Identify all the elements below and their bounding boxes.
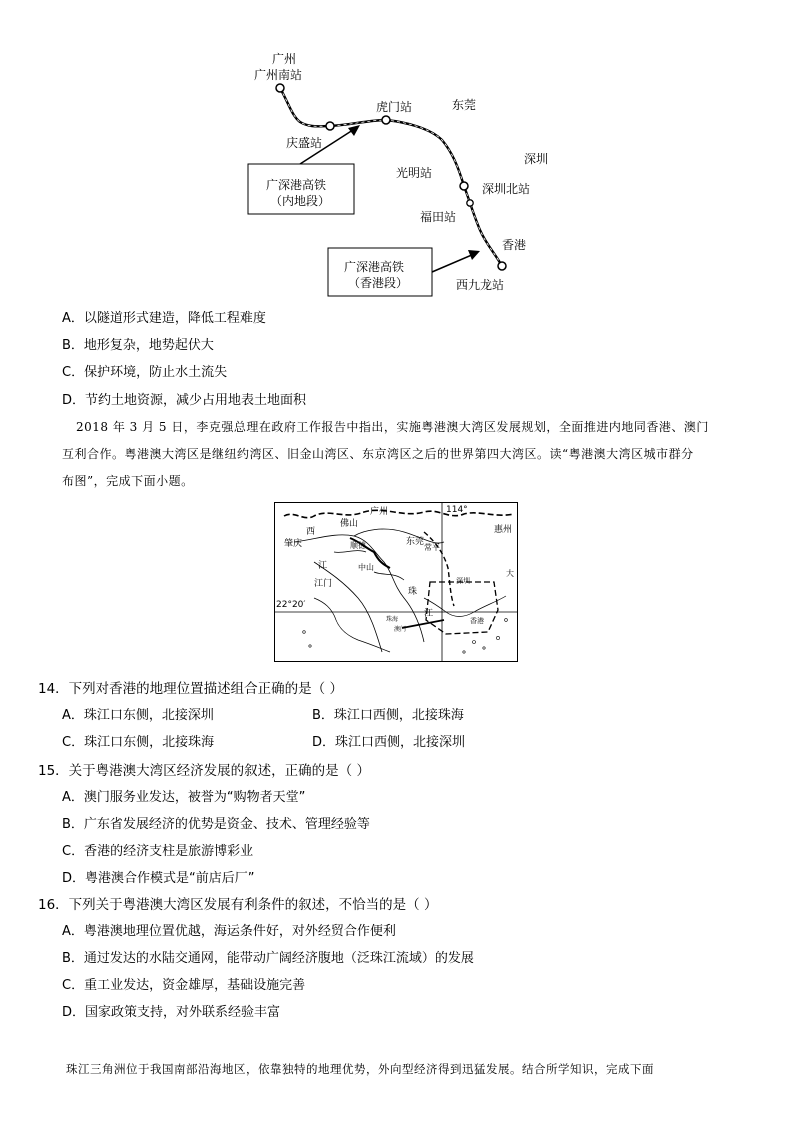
q14-option-a[interactable]: A．珠江口东侧，北接深圳	[62, 708, 214, 723]
label-shenzhen: 深圳	[524, 152, 549, 166]
intro-line-3: 布图”，完成下面小题。	[62, 474, 194, 488]
m2-xi: 西	[306, 527, 316, 537]
label-guangzhou: 广州	[272, 52, 297, 66]
label-humen: 虎门站	[376, 100, 413, 114]
q14-option-b[interactable]: B．珠江口西侧，北接珠海	[312, 708, 464, 723]
option-d: D．节约土地资源，减少占用地表土地面积	[62, 393, 307, 408]
m2-guangzhou: 广州	[370, 507, 389, 517]
q16-option-a[interactable]: A．粤港澳地理位置优越，海运条件好，对外经贸合作便利	[62, 924, 396, 939]
station-qingsheng	[326, 122, 334, 130]
station-guangzhou-south	[276, 84, 284, 92]
q14-option-c[interactable]: C．珠江口东侧，北接珠海	[62, 735, 215, 750]
m2-foshan: 佛山	[340, 519, 359, 529]
q15-option-b[interactable]: B．广东省发展经济的优势是资金、技术、管理经验等	[62, 817, 370, 832]
box-hk-line1: 广深港高铁	[344, 260, 405, 274]
question-16	[38, 896, 758, 1031]
rail-map-figure	[230, 40, 570, 300]
station-shenzhen-north	[460, 182, 468, 190]
station-humen	[382, 116, 390, 124]
label-guangming: 光明站	[396, 166, 433, 180]
q15-stem: 15．关于粤港澳大湾区经济发展的叙述，正确的是（ ）	[38, 763, 370, 779]
m2-zhaoqing: 肇庆	[284, 539, 303, 549]
m2-macau: 澳门	[394, 626, 407, 633]
box-mainland-line1: 广深港高铁	[266, 178, 327, 192]
m2-lat: 22°20′	[276, 600, 306, 610]
option-c: C．保护环境，防止水土流失	[62, 365, 228, 380]
q16-option-d[interactable]: D．国家政策支持，对外联系经验丰富	[62, 1005, 281, 1020]
label-dongguan: 东莞	[452, 98, 477, 112]
m2-huizhou: 惠州	[494, 525, 513, 535]
m2-jiang: 江	[318, 561, 328, 571]
q15-option-d[interactable]: D．粤港澳合作模式是“前店后厂”	[62, 871, 255, 886]
m2-jiang2: 江	[424, 609, 434, 619]
label-hongkong: 香港	[502, 238, 527, 252]
q16-option-b[interactable]: B．通过发达的水陆交通网，能带动广阔经济腹地（泛珠江流域）的发展	[62, 951, 474, 966]
box-mainland-line2: （内地段）	[270, 194, 331, 208]
question-14	[38, 680, 758, 750]
q15-option-a[interactable]: A．澳门服务业发达，被誉为“购物者天堂”	[62, 790, 306, 805]
prev-question-options	[62, 310, 762, 420]
question-15	[38, 762, 758, 892]
label-futian: 福田站	[420, 210, 457, 224]
q14-option-d[interactable]: D．珠江口西侧，北接深圳	[312, 735, 466, 750]
intro-line-1: 2018 年 3 月 5 日，李克强总理在政府工作报告中指出，实施粤港澳大湾区发展规划，全面推进内地同香港、澳门	[76, 420, 709, 434]
intro-paragraph	[62, 418, 762, 493]
m2-lon: 114°	[446, 505, 468, 515]
box-hk-line2: （香港段）	[348, 276, 409, 290]
m2-zhongshan: 中山	[358, 563, 374, 572]
footer-paragraph: 珠江三角洲位于我国南部沿海地区，依靠独特的地理优势，外向型经济得到迅猛发展。结合所学知识，完成下面	[66, 1062, 654, 1076]
q15-option-c[interactable]: C．香港的经济支柱是旅游博彩业	[62, 844, 254, 859]
station-west-kowloon	[498, 262, 506, 270]
q16-option-c[interactable]: C．重工业发达，资金雄厚，基础设施完善	[62, 978, 306, 993]
q16-stem: 16．下列关于粤港澳大湾区发展有利条件的叙述，不恰当的是（ ）	[38, 897, 438, 913]
q14-stem: 14．下列对香港的地理位置描述组合正确的是（ ）	[38, 681, 343, 697]
label-shenzhen-north: 深圳北站	[482, 182, 531, 196]
station-futian	[467, 200, 473, 206]
bay-area-map	[274, 502, 518, 662]
m2-changping: 常平	[424, 543, 440, 552]
label-guangzhou-south: 广州南站	[254, 68, 303, 82]
label-west-kowloon: 西九龙站	[456, 278, 505, 292]
m2-jiangmen: 江门	[314, 579, 333, 589]
m2-shenzhen: 深圳	[456, 577, 470, 585]
label-qingsheng: 庆盛站	[286, 136, 323, 150]
m2-dongguan: 东莞	[406, 537, 425, 547]
option-a: A．以隧道形式建造，降低工程难度	[62, 311, 266, 326]
m2-shunde: 顺德	[350, 541, 366, 550]
m2-zhu: 珠	[408, 587, 418, 597]
option-b: B．地形复杂，地势起伏大	[62, 338, 214, 353]
intro-line-2: 互利合作。粤港澳大湾区是继纽约湾区、旧金山湾区、东京湾区之后的世界第四大湾区。读“粤港澳大湾区城市群分	[62, 447, 694, 461]
m2-zhuhai: 珠海	[386, 616, 399, 623]
m2-dapeng: 大	[506, 569, 514, 578]
m2-hongkong: 香港	[470, 617, 484, 625]
